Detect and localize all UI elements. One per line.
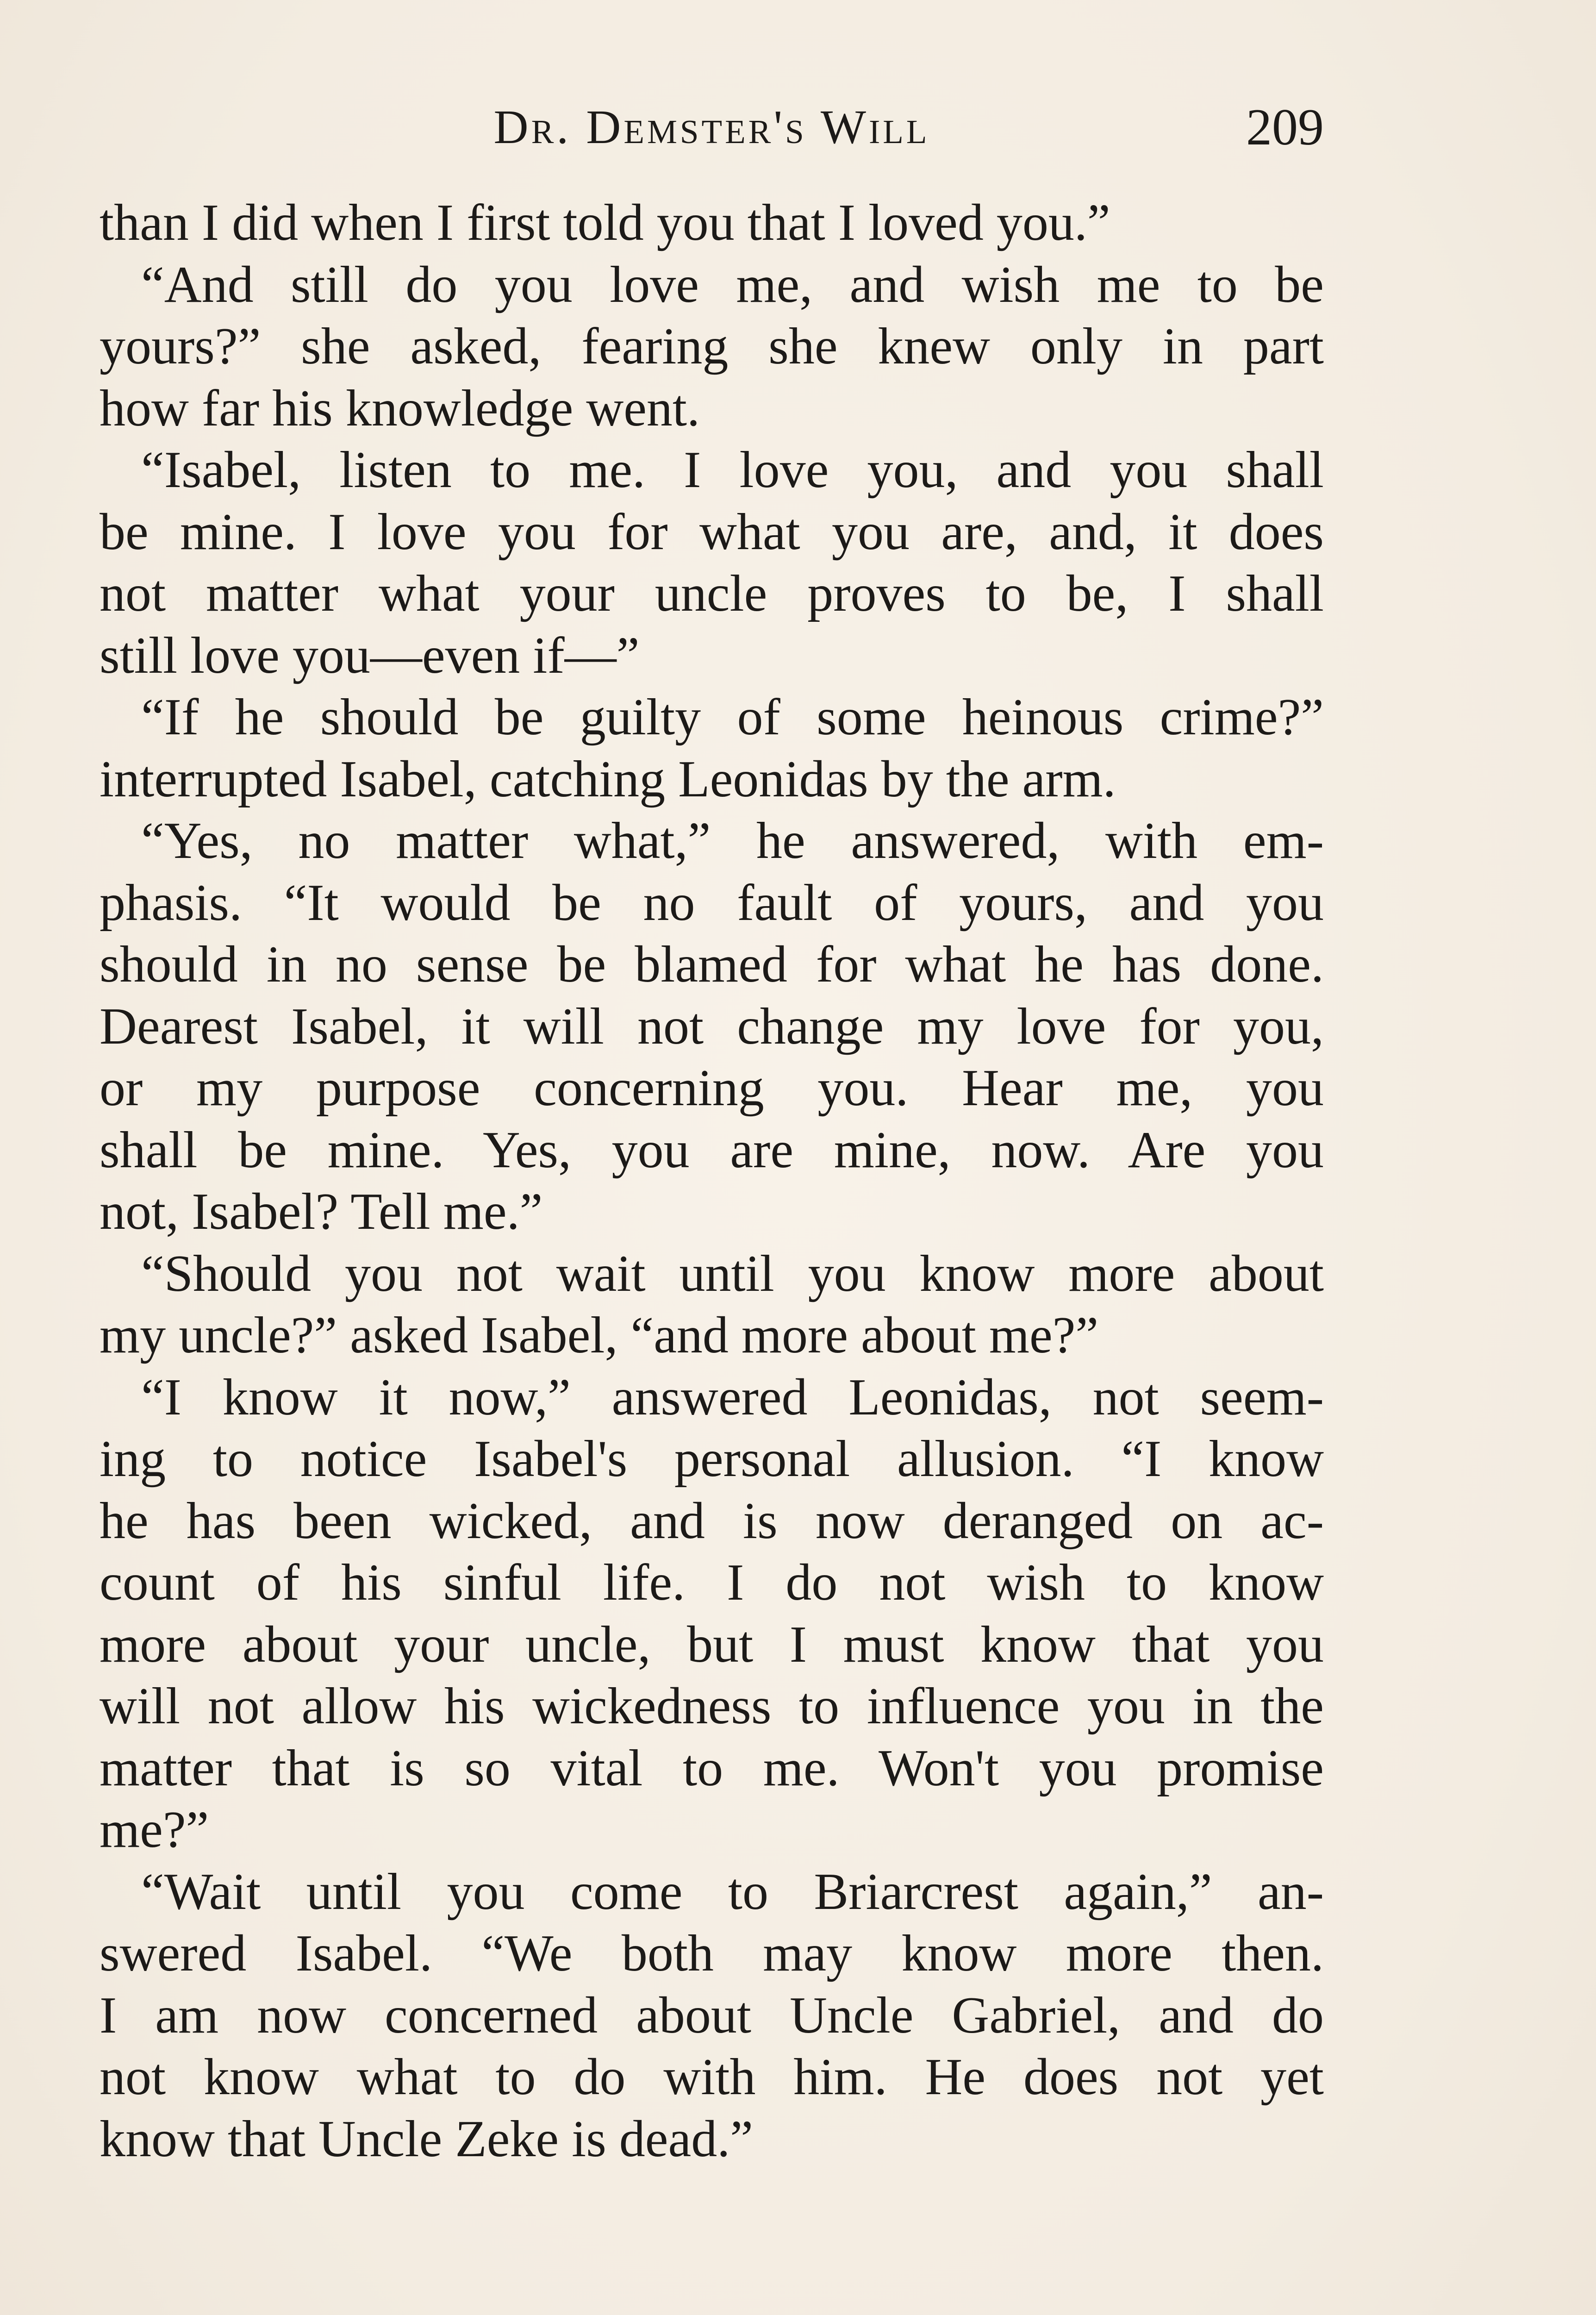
text-line: “Yes, no matter what,” he answered, with em- [141,812,1324,870]
text-line: shall be mine. Yes, you are mine, now. Are you [100,1121,1324,1179]
text-line: swered Isabel. “We both may know more then. [100,1925,1324,1982]
text-line: know that Uncle Zeke is dead.” [100,2110,753,2168]
text-line: should in no sense be blamed for what he has done. [100,936,1324,993]
text-line: my uncle?” asked Isabel, “and more about me?” [100,1307,1099,1364]
text-line: phasis. “It would be no fault of yours, and you [100,874,1324,932]
text-line: matter that is so vital to me. Won't you promise [100,1739,1324,1797]
text-line: me?” [100,1801,209,1858]
text-line: not know what to do with him. He does not yet [100,2048,1324,2106]
text-line: count of his sinful life. I do not wish to know [100,1554,1324,1611]
text-line: be mine. I love you for what you are, and, it does [100,503,1324,561]
body-text [100,192,1324,2170]
text-line: how far his knowledge went. [100,379,700,437]
text-line: will not allow his wickedness to influence you in the [100,1677,1324,1735]
text-line: interrupted Isabel, catching Leonidas by the arm. [100,750,1116,808]
text-line: more about your uncle, but I must know that you [100,1615,1324,1673]
text-line: not, Isabel? Tell me.” [100,1183,543,1240]
text-line: not matter what your uncle proves to be, I shall [100,565,1324,622]
text-line: he has been wicked, and is now deranged on ac- [100,1492,1324,1550]
page-number: 209 [1246,99,1324,156]
page-header [100,97,1324,157]
text-line: “Should you not wait until you know more about [141,1245,1324,1302]
running-head: Dr. Demster's Will [493,100,930,154]
text-line: or my purpose concerning you. Hear me, you [100,1059,1324,1117]
text-line: than I did when I first told you that I loved you.” [100,194,1110,251]
text-line: I am now concerned about Uncle Gabriel, and do [100,1986,1324,2044]
text-line: ing to notice Isabel's personal allusion. “I know [100,1430,1324,1488]
text-line: “Isabel, listen to me. I love you, and you shall [141,441,1324,499]
text-line: yours?” she asked, fearing she knew only in part [100,318,1324,375]
text-line: still love you—even if—” [100,626,640,684]
text-line: “If he should be guilty of some heinous crime?” [141,688,1324,746]
text-line: “I know it now,” answered Leonidas, not seem- [141,1368,1324,1426]
text-line: Dearest Isabel, it will not change my love for you, [100,997,1324,1055]
text-line: “Wait until you come to Briarcrest again,” an- [141,1863,1324,1921]
text-line: “And still do you love me, and wish me to be [141,256,1324,313]
